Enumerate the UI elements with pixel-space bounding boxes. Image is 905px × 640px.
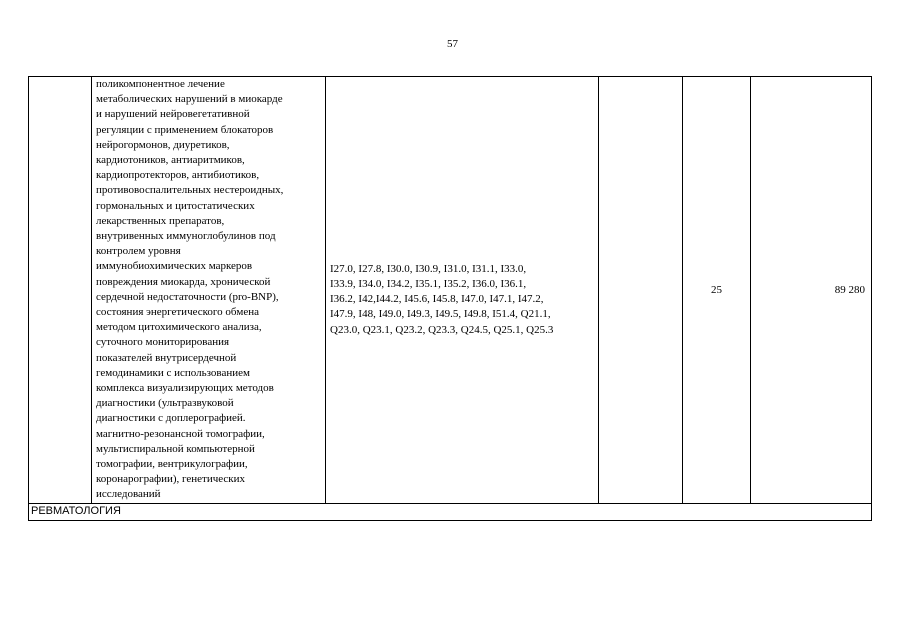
tariff-table <box>28 76 872 521</box>
description-line: гемодинамики с использованием <box>96 366 250 379</box>
days-cell: 25 <box>683 77 751 504</box>
description-line: повреждения миокарда, хронической <box>96 275 271 288</box>
description-line: поликомпонентное лечение <box>96 78 225 90</box>
description-line: томографии, вентрикулографии, <box>96 458 248 471</box>
description-line: диагностики с доплерографией. <box>96 412 246 425</box>
treatment-description <box>96 77 322 503</box>
description-line: внутривенных иммуноглобулинов под <box>96 230 276 243</box>
description-line: нейрогормонов, диуретиков, <box>96 138 230 151</box>
codes-line: I33.9, I34.0, I34.2, I35.1, I35.2, I36.0, I36.1, <box>330 278 527 291</box>
description-line: мультиспиральной компьютерной <box>96 442 255 455</box>
model-cell <box>599 77 683 504</box>
description-line: методом цитохимического анализа, <box>96 321 262 334</box>
description-line: комплекса визуализирующих методов <box>96 382 274 395</box>
codes-line: I36.2, I42,I44.2, I45.6, I45.8, I47.0, I47.1, I47.2, <box>330 293 544 306</box>
description-line: коронарографии), генетических <box>96 473 246 486</box>
diagnosis-codes-cell <box>326 77 599 504</box>
page-number: 57 <box>447 38 458 50</box>
description-line: состояния энергетического обмена <box>96 306 260 319</box>
description-line: лекарственных препаратов, <box>96 214 225 227</box>
section-row <box>29 503 872 520</box>
description-line: иммунобиохимических маркеров <box>96 260 253 273</box>
description-line: регуляции с применением блокаторов <box>96 123 274 136</box>
description-line: метаболических нарушений в миокарде <box>96 93 283 106</box>
description-line: диагностики (ультразвуковой <box>96 397 234 410</box>
description-line: контролем уровня <box>96 245 181 258</box>
codes-line: I47.9, I48, I49.0, I49.3, I49.5, I49.8, I51.4, Q21.1, <box>330 308 551 321</box>
description-line: сердечной недостаточности (pro-BNP), <box>96 290 279 303</box>
codes-line: I27.0, I27.8, I30.0, I30.9, I31.0, I31.1, I33.0, <box>330 262 527 275</box>
description-line: кардиотоников, антиаритмиков, <box>96 154 245 167</box>
description-line: исследований <box>96 488 161 501</box>
treatment-description-cell <box>92 77 326 504</box>
cost-cell: 89 280 <box>751 77 872 504</box>
description-line: показателей внутрисердечной <box>96 351 237 364</box>
description-line: магнитно-резонансной томографии, <box>96 427 265 440</box>
description-line: гормональных и цитостатических <box>96 199 255 212</box>
description-line: противовоспалительных нестероидных, <box>96 184 284 197</box>
description-line: суточного мониторирования <box>96 336 230 349</box>
diagnosis-codes <box>330 262 594 338</box>
row-number-cell <box>29 77 92 504</box>
codes-line: Q23.0, Q23.1, Q23.2, Q23.3, Q24.5, Q25.1, Q25.3 <box>330 323 554 336</box>
table-row <box>29 77 872 504</box>
description-line: кардиопротекторов, антибиотиков, <box>96 169 260 182</box>
description-line: и нарушений нейровегетативной <box>96 108 250 121</box>
section-title: РЕВМАТОЛОГИЯ <box>29 503 872 520</box>
